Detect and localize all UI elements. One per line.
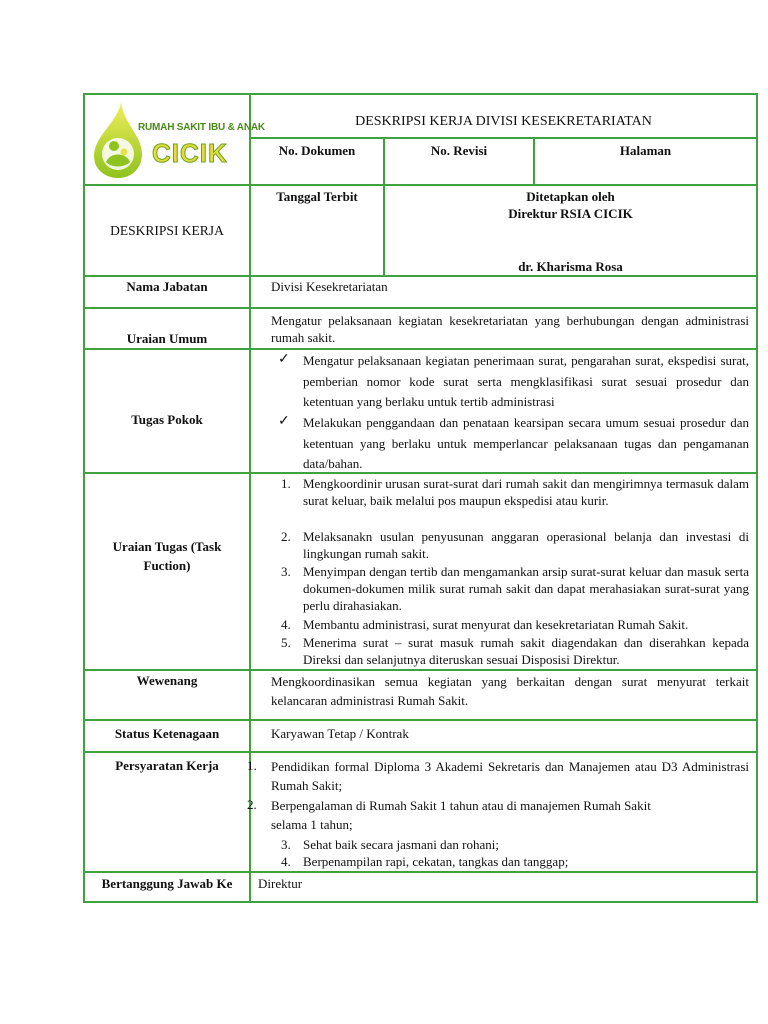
list-number: 5. <box>281 635 291 650</box>
persyaratan-item: Sehat baik secara jasmani dan rohani; <box>303 837 500 852</box>
table-border-left <box>83 93 85 903</box>
hospital-logo <box>88 100 265 180</box>
signer-name: dr. Kharisma Rosa <box>518 259 623 274</box>
uraian-tugas-label: Uraian Tugas (Task Fuction) <box>112 539 222 573</box>
list-number: 4. <box>281 617 291 632</box>
no-revisi-label: No. Revisi <box>430 143 488 158</box>
row-divider <box>83 719 758 721</box>
drop-icon <box>88 100 148 180</box>
status-ketenagaan-value: Karyawan Tetap / Kontrak <box>271 726 409 741</box>
bertanggung-jawab-value: Direktur <box>258 876 303 891</box>
bertanggung-jawab-label: Bertanggung Jawab Ke <box>101 876 233 891</box>
row-divider <box>249 137 758 139</box>
tanggal-terbit-label: Tanggal Terbit <box>276 189 358 204</box>
table-col-divider <box>249 93 251 903</box>
table-border-top <box>83 93 758 95</box>
check-icon: ✓ <box>278 414 290 429</box>
list-number: 2. <box>281 529 291 544</box>
tugas-pokok-label: Tugas Pokok <box>131 412 203 427</box>
no-dokumen-label: No. Dokumen <box>278 143 356 158</box>
wewenang-label: Wewenang <box>136 673 198 688</box>
list-number: 3. <box>281 837 291 852</box>
direktur-rsia: Direktur RSIA CICIK <box>508 206 633 221</box>
table-border-bottom <box>83 901 758 903</box>
deskripsi-kerja-label: DESKRIPSI KERJA <box>110 223 224 238</box>
document-title: DESKRIPSI KERJA DIVISI KESEKRETARIATAN <box>355 114 652 129</box>
uraian-tugas-item: Melaksanakn usulan penyusunan anggaran operasional belanja dan investasi di lingkungan rumah sakit. <box>303 529 749 561</box>
nama-jabatan-label: Nama Jabatan <box>126 279 208 294</box>
list-number: 4. <box>281 854 291 869</box>
row-divider <box>83 871 758 873</box>
uraian-tugas-item: Membantu administrasi, surat menyurat dan kesekretariatan Rumah Sakit. <box>303 617 689 632</box>
tugas-pokok-item: Mengatur pelaksanaan kegiatan penerimaan surat, pengarahan surat, ekspedisi surat, pemberian nomor kode surat serta mengklasifikasi surat sesuai prosedur dan ketentuan yang berlaku untuk tertib administrasi <box>303 353 749 409</box>
persyaratan-item: Berpengalaman di Rumah Sakit 1 tahun atau di manajemen Rumah Sakit selama 1 tahun; <box>271 798 651 832</box>
list-number: 1. <box>281 476 291 491</box>
row-divider <box>83 348 758 350</box>
ditetapkan-oleh: Ditetapkan oleh <box>526 189 615 204</box>
persyaratan-item: Pendidikan formal Diploma 3 Akademi Sekretaris dan Manajemen atau D3 Administrasi Rumah Sakit; <box>271 759 749 793</box>
list-number: 3. <box>281 564 291 579</box>
row-divider <box>83 275 758 277</box>
halaman-label: Halaman <box>619 143 672 158</box>
check-icon: ✓ <box>278 352 290 367</box>
row-divider <box>83 307 758 309</box>
row-divider <box>83 751 758 753</box>
logo-text-line1: RUMAH SAKIT IBU & ANAK <box>138 122 265 133</box>
list-number: 2. <box>247 797 257 812</box>
uraian-tugas-item: Menerima surat – surat masuk rumah sakit diagendakan dan diserahkan kepada Direksi dan selanjutnya diteruskan sesuai Disposisi Direktur. <box>303 635 749 667</box>
uraian-tugas-item: Menyimpan dengan tertib dan mengamankan arsip surat-surat keluar dan masuk serta dokumen-dokumen milik surat rumah sakit dan dapat merahasiakan surat-surat yang perlu dirahasiakan. <box>303 564 749 613</box>
persyaratan-kerja-label: Persyaratan Kerja <box>115 758 219 773</box>
uraian-tugas-item: Mengkoordinir urusan surat-surat dari rumah sakit dan mengirimnya termasuk dalam surat keluar, baik melalui pos maupun ekspedisi atau kurir. <box>303 476 749 508</box>
status-ketenagaan-label: Status Ketenagaan <box>114 726 220 741</box>
row-divider <box>83 184 758 186</box>
list-number: 1. <box>247 758 257 773</box>
tugas-pokok-item: Melakukan penggandaan dan penataan kearsipan secara umum sesuai prosedur dan ketentuan yang berlaku untuk memperlancar pelaksanaan tugas dan pengamanan data/bahan. <box>303 415 749 471</box>
table-border-right <box>756 93 758 903</box>
uraian-umum-value: Mengatur pelaksanaan kegiatan kesekretariatan yang berhubungan dengan administrasi rumah sakit. <box>271 313 749 345</box>
persyaratan-item: Berpenampilan rapi, cekatan, tangkas dan tanggap; <box>303 854 569 869</box>
row-divider <box>83 669 758 671</box>
wewenang-value: Mengkoordinasikan semua kegiatan yang berkaitan dengan surat menyurat terkait kelancaran administrasi Rumah Sakit. <box>271 674 749 708</box>
nama-jabatan-value: Divisi Kesekretariatan <box>271 279 388 294</box>
uraian-umum-label: Uraian Umum <box>126 331 208 346</box>
logo-text-line2: CICIK <box>152 138 228 168</box>
